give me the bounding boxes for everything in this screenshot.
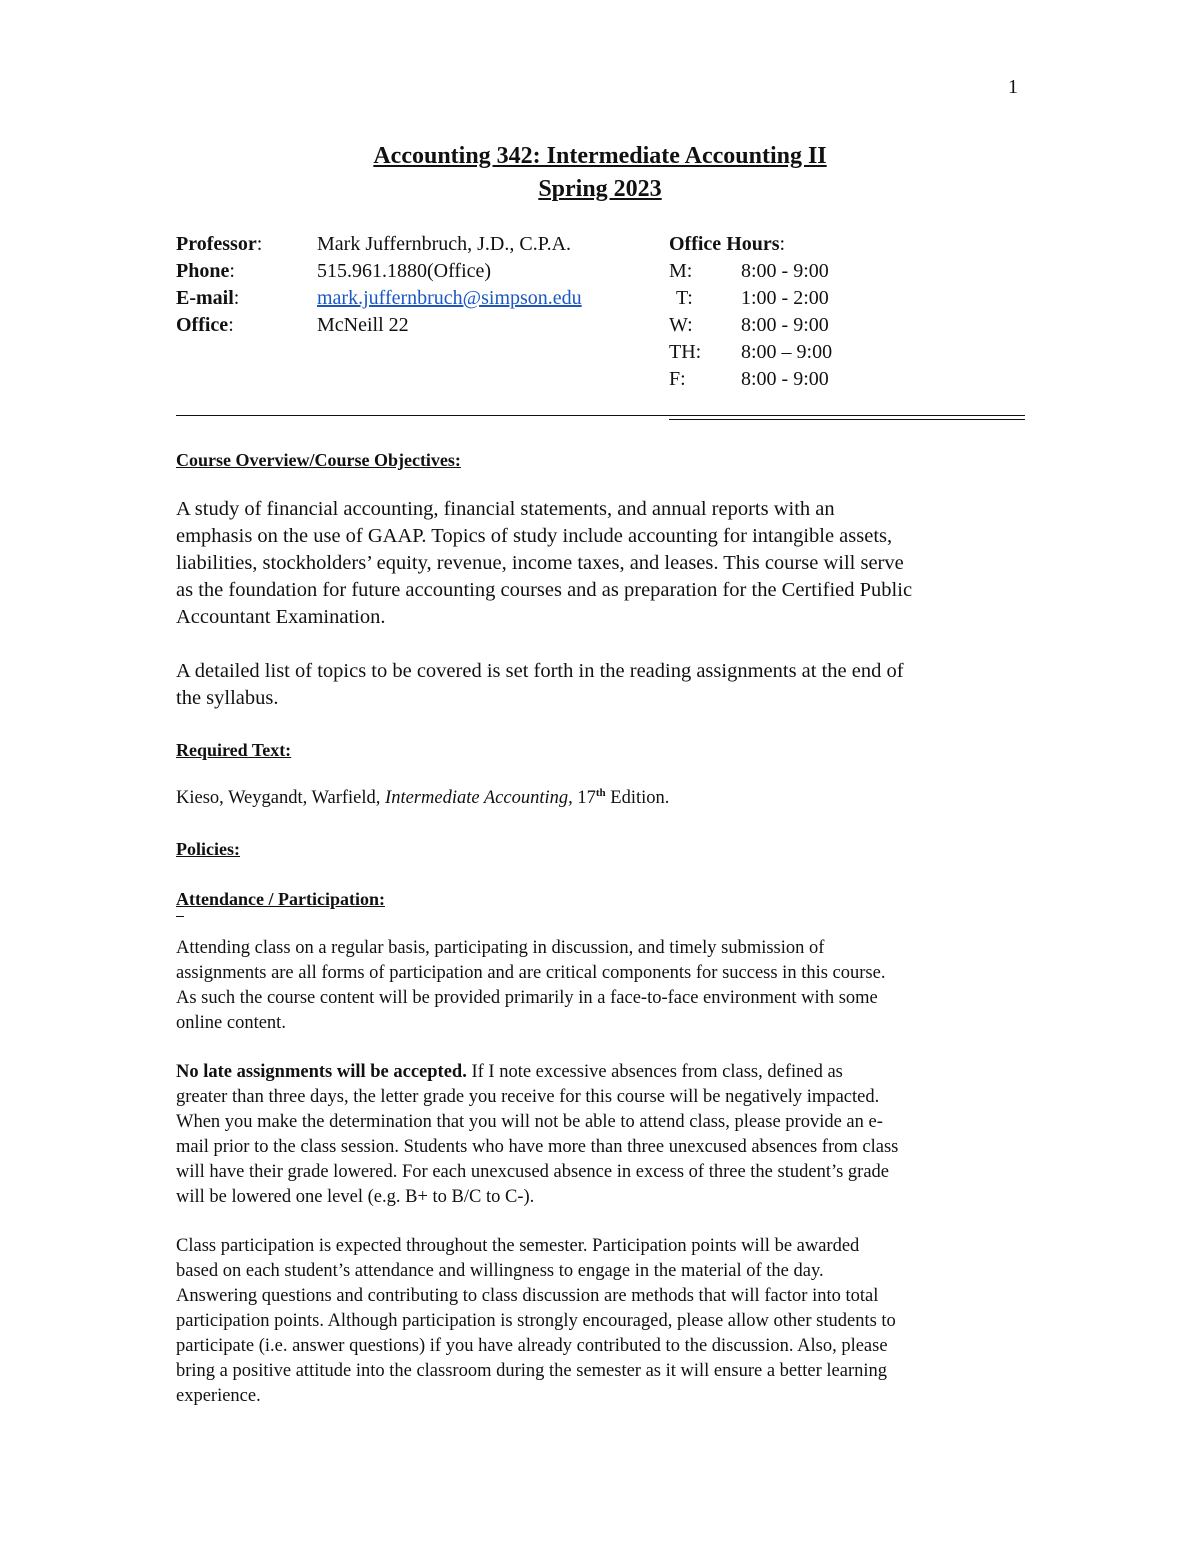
textbook-citation: Kieso, Weygandt, Warfield, Intermediate Accounting, 17th Edition. [176,786,670,808]
office-hours-day: T: [676,287,693,309]
phone-value: 515.961.1880(Office) [317,260,492,282]
topics-paragraph: A detailed list of topics to be covered is set forth in the reading assignments at the end of the syllabus. [176,660,904,709]
office-hours-day: F: [669,368,686,390]
page-number: 1 [1008,76,1018,98]
professor-value: Mark Juffernbruch, J.D., C.P.A. [317,233,572,255]
office-label: Office: [176,314,234,336]
office-hours-time: 8:00 - 9:00 [741,314,829,336]
stray-underline [176,916,184,917]
office-hours-time: 8:00 – 9:00 [741,341,833,363]
required-text-heading: Required Text: [176,740,292,760]
office-hours-day: TH: [669,341,702,363]
course-title: Accounting 342: Intermediate Accounting II [373,143,827,169]
professor-label: Professor: [176,233,263,255]
policies-heading: Policies: [176,839,240,859]
attendance-heading: Attendance / Participation: [176,889,385,909]
late-policy-bold: No late assignments will be accepted. [176,1062,467,1082]
header-divider [176,415,1025,416]
office-hours-time: 1:00 - 2:00 [741,287,829,309]
office-hours-day: W: [669,314,693,336]
office-hours-label: Office Hours: [669,233,786,255]
email-link[interactable]: mark.juffernbruch@simpson.edu [317,287,582,309]
attendance-paragraph: Attending class on a regular basis, participating in discussion, and timely submission of assignments are all forms of participation and are critical components for success in this course. As such the course content will be provided primarily in a face-to-face environment with some online content. [176,938,886,1033]
late-policy-paragraph: No late assignments will be accepted. If I note excessive absences from class, defined as greater than three days, the letter grade you receive for this course will be negatively impacted. When you make the determination that you will not be able to attend class, please provide an e- mail prior to the class session. Students who have more than three unexcused absences from class will have their grade lowered. For each unexcused absence in excess of three the student’s grade will be lowered one level (e.g. B+ to B/C to C-). [176,1062,899,1207]
office-value: McNeill 22 [317,314,409,336]
course-term: Spring 2023 [538,176,662,202]
office-hours-day: M: [669,260,693,282]
office-hours-time: 8:00 - 9:00 [741,260,829,282]
header-divider-double [669,419,1025,420]
email-label: E-mail: [176,287,240,309]
office-hours-time: 8:00 - 9:00 [741,368,829,390]
participation-paragraph: Class participation is expected throughout the semester. Participation points will be awarded based on each student’s attendance and willingness to engage in the material of the day. Answering questions and contributing to class discussion are methods that will factor into total participation points. Although participation is strongly encouraged, please allow other students to participate (i.e. answer questions) if you have already contributed to the discussion. Also, please bring a positive attitude into the classroom during the semester as it will ensure a better learning experience. [176,1236,896,1406]
phone-label: Phone: [176,260,235,282]
overview-paragraph: A study of financial accounting, financial statements, and annual reports with an emphasis on the use of GAAP. Topics of study include accounting for intangible assets, liabilities, stockholders’ equity, revenue, income taxes, and leases. This course will serve as the foundation for future accounting courses and as preparation for the Certified Public Accountant Examination. [176,498,913,628]
overview-heading: Course Overview/Course Objectives: [176,450,461,470]
